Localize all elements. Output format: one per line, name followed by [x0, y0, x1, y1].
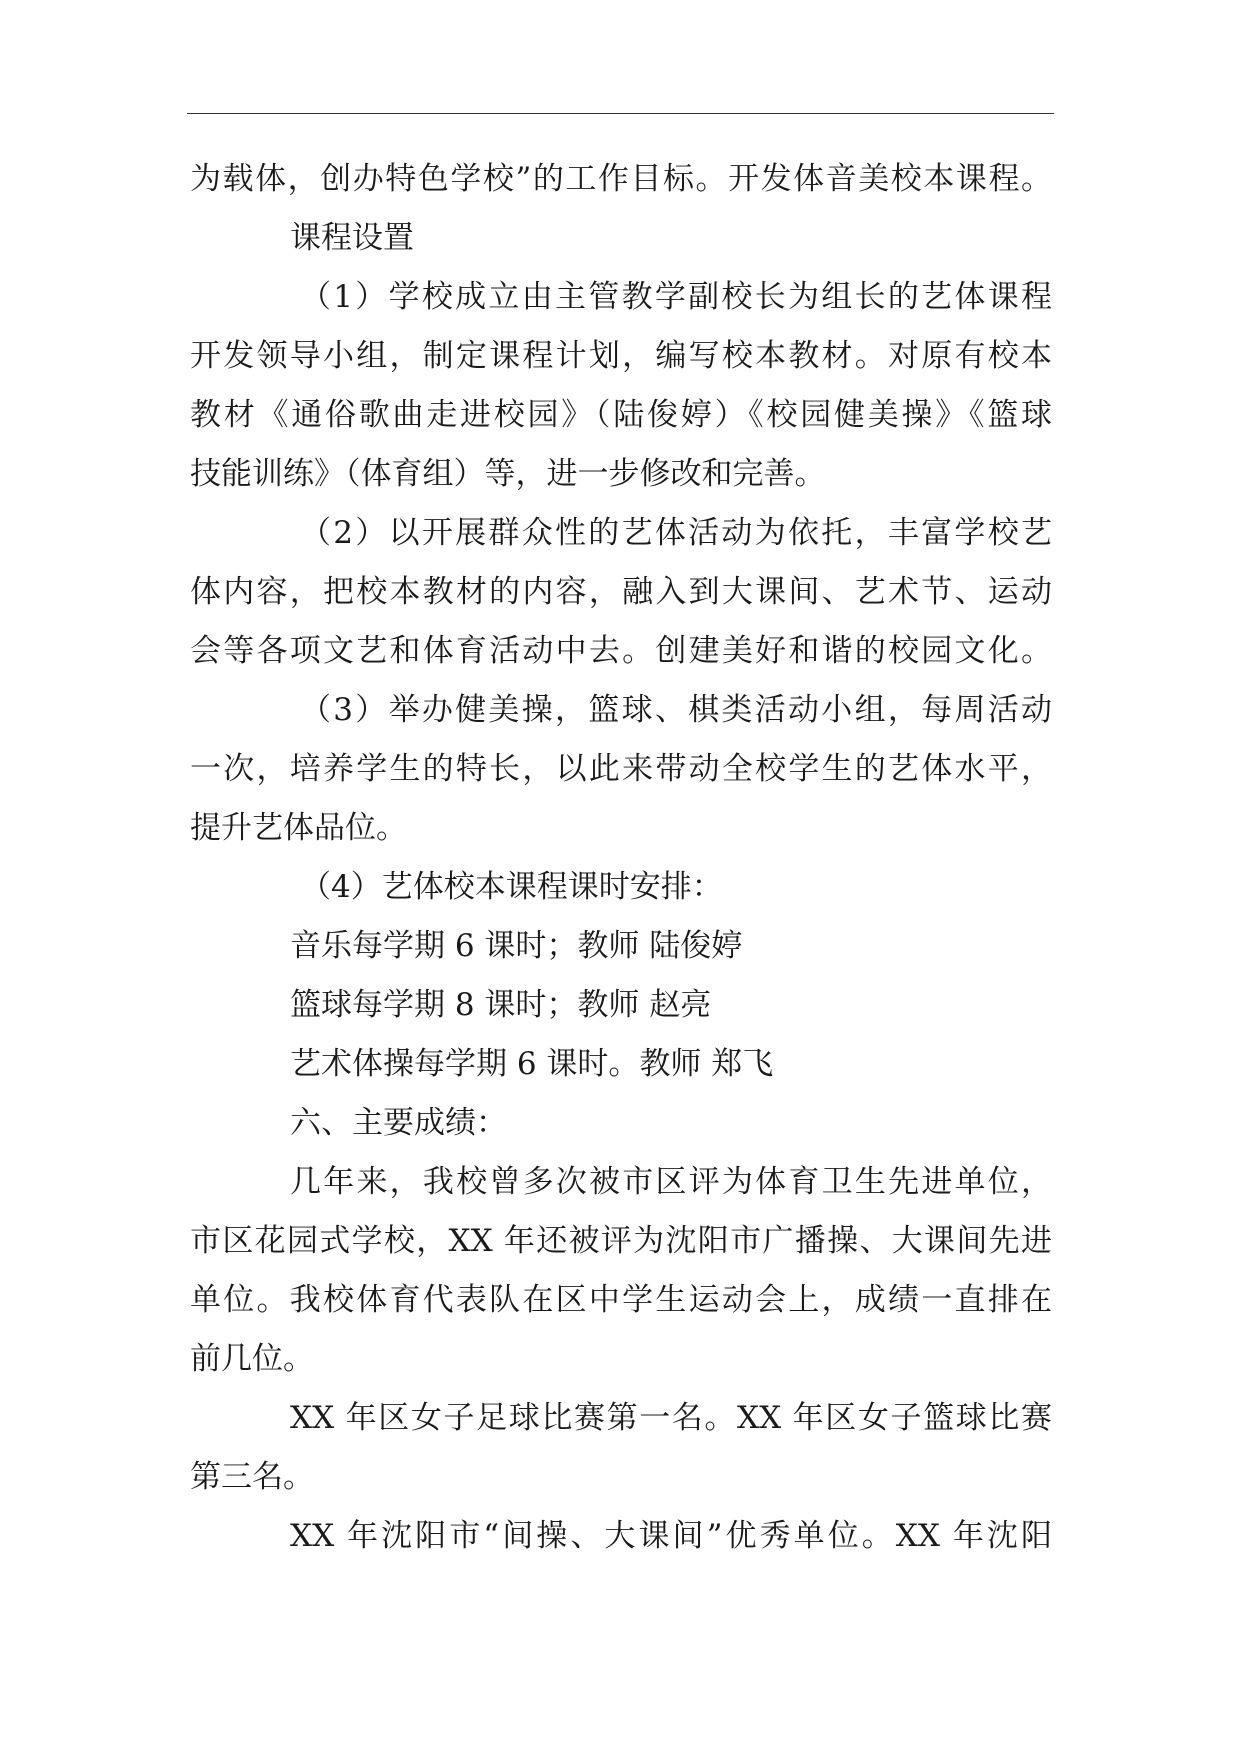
text-line: 开发领导小组，制定课程计划，编写校本教材。对原有校本: [190, 338, 1052, 374]
text-line: 体内容，把校本教材的内容，融入到大课间、艺术节、运动: [190, 574, 1052, 610]
text-line: 市区花园式学校，XX 年还被评为沈阳市广播操、大课间先进: [190, 1223, 1052, 1259]
schedule-item: 篮球每学期 8 课时；教师 赵亮: [290, 987, 712, 1023]
text-line: 前几位。: [190, 1341, 314, 1377]
text-line: 为载体，创办特色学校”的工作目标。开发体音美校本课程。: [190, 161, 1052, 197]
text-line: （3）举办健美操，篮球、棋类活动小组，每周活动: [300, 692, 1052, 728]
text-line: XX 年区女子足球比赛第一名。XX 年区女子篮球比赛: [290, 1400, 1052, 1436]
section-heading: 课程设置: [290, 220, 414, 256]
text-line: 教材《通俗歌曲走进校园》（陆俊婷）《校园健美操》《篮球: [190, 397, 1052, 433]
text-line: 技能训练》（体育组）等，进一步修改和完善。: [190, 456, 826, 492]
text-line: （4）艺体校本课程课时安排：: [300, 869, 723, 905]
schedule-item: 艺术体操每学期 6 课时。教师 郑飞: [290, 1046, 774, 1082]
text-line: 第三名。: [190, 1459, 314, 1495]
header-rule: [187, 113, 1054, 114]
document-body: [190, 150, 1052, 1566]
schedule-item: 音乐每学期 6 课时；教师 陆俊婷: [290, 928, 743, 964]
text-line: 会等各项文艺和体育活动中去。创建美好和谐的校园文化。: [190, 633, 1052, 669]
text-line: XX 年沈阳市“间操、大课间”优秀单位。XX 年沈阳: [290, 1518, 1052, 1554]
text-line: 提升艺体品位。: [190, 810, 407, 846]
text-line: （1）学校成立由主管教学副校长为组长的艺体课程: [300, 279, 1052, 315]
text-line: （2）以开展群众性的艺体活动为依托，丰富学校艺: [300, 515, 1052, 551]
text-line: 几年来，我校曾多次被市区评为体育卫生先进单位，: [290, 1164, 1052, 1200]
text-line: 单位。我校体育代表队在区中学生运动会上，成绩一直排在: [190, 1282, 1052, 1318]
text-line: 一次，培养学生的特长，以此来带动全校学生的艺体水平，: [190, 751, 1052, 787]
section-heading: 六、主要成绩：: [290, 1105, 507, 1141]
